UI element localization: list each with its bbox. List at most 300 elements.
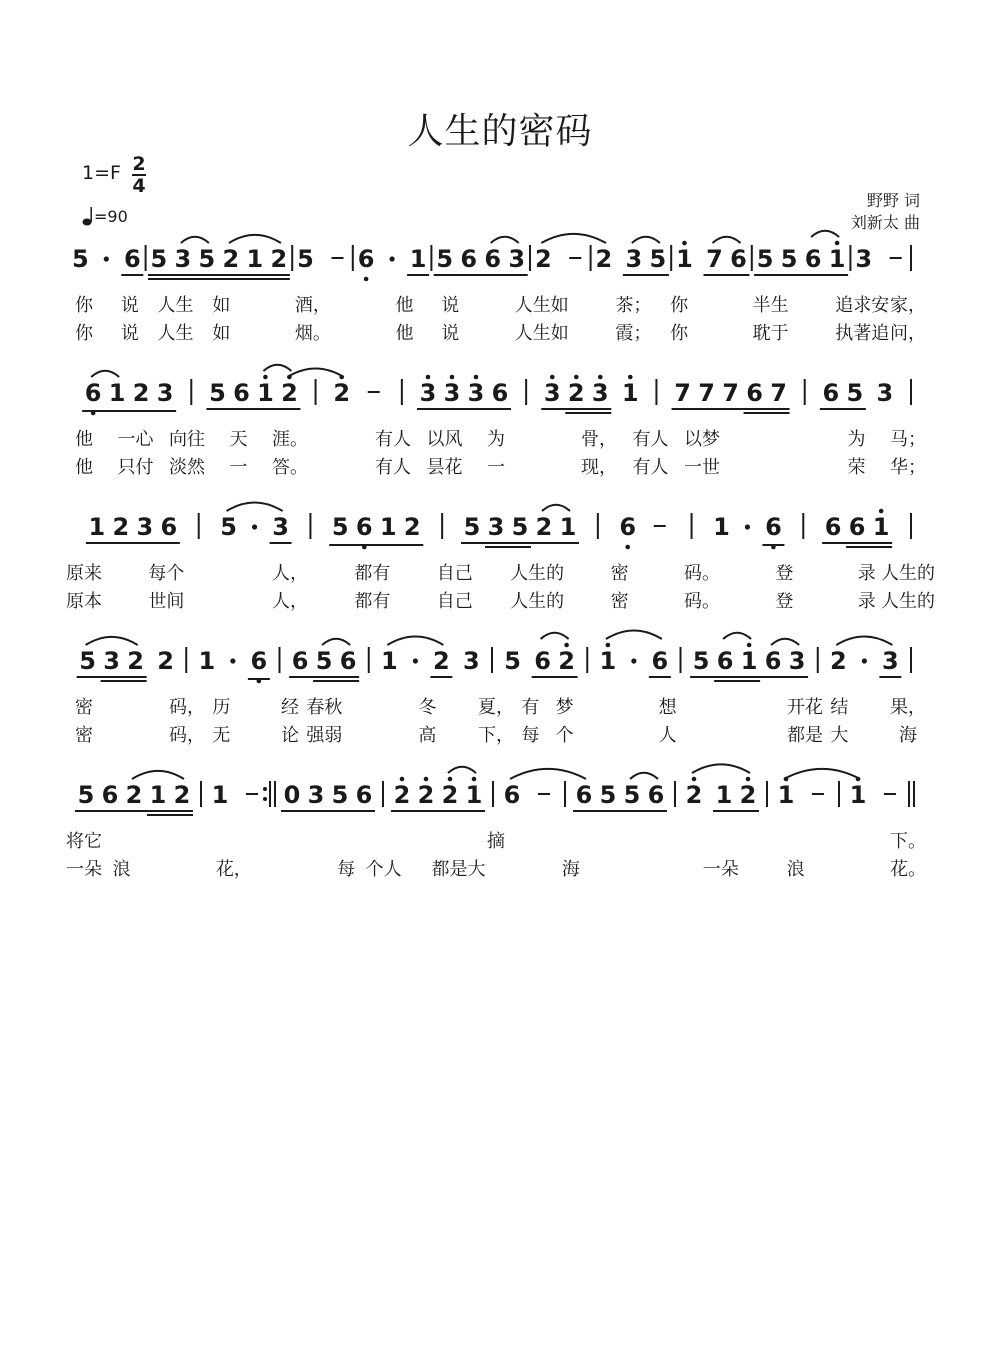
lyric-syllable: 都是大 bbox=[431, 859, 486, 880]
lyric-syllable: 涯。 bbox=[272, 429, 308, 450]
note: 6 bbox=[716, 647, 734, 675]
time-signature-top: 2 bbox=[132, 153, 146, 175]
note: 5 bbox=[623, 781, 641, 809]
note: 6 bbox=[822, 379, 840, 407]
lyric-syllable: 都有 bbox=[354, 591, 391, 612]
note: 5 bbox=[756, 245, 774, 273]
note: 2 bbox=[535, 513, 553, 541]
note: 2 bbox=[739, 781, 757, 809]
lyric-syllable: 说 bbox=[441, 295, 460, 316]
lyric-syllable: 人生 bbox=[157, 295, 194, 316]
note: 2 bbox=[558, 647, 575, 675]
slur bbox=[723, 633, 751, 639]
note: 2 bbox=[270, 245, 288, 273]
note: 1 bbox=[198, 647, 216, 675]
note: 6 bbox=[746, 379, 763, 407]
lyric-syllable: 每 bbox=[521, 725, 540, 746]
key-signature: 1=F bbox=[82, 162, 121, 184]
note: 5 bbox=[209, 379, 226, 407]
note: 2 bbox=[830, 647, 847, 675]
note: 1 bbox=[88, 513, 106, 541]
note: 6 bbox=[575, 781, 593, 809]
lyric-syllable: 自己 bbox=[436, 591, 473, 612]
note: 2 bbox=[595, 245, 613, 273]
lyric-syllable: 人生的 bbox=[881, 563, 935, 584]
lyric-syllable: 梦 bbox=[555, 697, 574, 718]
octave-up-dot bbox=[879, 509, 884, 514]
lyric-syllable: 他 bbox=[75, 457, 93, 478]
lyric-syllable: 一世 bbox=[684, 457, 720, 478]
lyric-syllable: 茶； bbox=[615, 295, 652, 316]
octave-up-dot bbox=[426, 375, 431, 380]
composer-credit: 刘新太 曲 bbox=[850, 213, 920, 232]
note: 5 bbox=[504, 647, 521, 675]
note: 1 bbox=[740, 647, 758, 675]
slur bbox=[263, 365, 291, 371]
lyric-syllable: 他 bbox=[395, 295, 414, 316]
note: 6 bbox=[619, 513, 637, 541]
note: 2 bbox=[393, 781, 411, 809]
octave-down-dot bbox=[364, 277, 369, 282]
lyric-syllable: 经 bbox=[281, 697, 299, 718]
note: 6 bbox=[484, 245, 502, 273]
lyric-syllable: 人 bbox=[658, 725, 677, 746]
lyric-syllable: 一心 bbox=[117, 429, 154, 450]
note: 1 bbox=[379, 513, 397, 541]
octave-up-dot bbox=[450, 375, 455, 380]
note: 3 bbox=[487, 513, 505, 541]
slur bbox=[713, 237, 741, 243]
note: 1 bbox=[409, 245, 427, 273]
octave-up-dot bbox=[835, 241, 840, 246]
notation-system bbox=[72, 231, 926, 344]
note: 6 bbox=[250, 647, 268, 675]
note: 7 bbox=[706, 245, 723, 273]
note: 1 bbox=[715, 781, 733, 809]
note: 6 bbox=[804, 245, 822, 273]
note: 3 bbox=[876, 379, 894, 407]
lyric-syllable: 烟。 bbox=[294, 323, 331, 344]
note: 1 bbox=[599, 647, 617, 675]
lyric-syllable: 浪 bbox=[786, 859, 805, 880]
note: 5 bbox=[331, 781, 349, 809]
augmentation-dot bbox=[104, 256, 109, 261]
lyric-syllable: 下， bbox=[478, 725, 514, 746]
lyric-syllable: 人生的 bbox=[881, 591, 935, 612]
lyric-syllable: 码， bbox=[169, 725, 205, 746]
note: 5 bbox=[315, 647, 333, 675]
note: 3 bbox=[788, 647, 806, 675]
lyric-syllable: 每 bbox=[337, 859, 356, 880]
note: 6 bbox=[460, 245, 478, 273]
lyric-syllable: 你 bbox=[670, 295, 689, 316]
lyric-syllable: 想 bbox=[658, 697, 677, 718]
lyric-syllable: 密 bbox=[75, 725, 93, 746]
lyric-syllable: 都有 bbox=[354, 563, 391, 584]
lyric-syllable: 密 bbox=[75, 697, 93, 718]
note: 6 bbox=[357, 245, 375, 273]
octave-up-dot bbox=[472, 777, 477, 782]
lyric-syllable: 骨， bbox=[581, 429, 617, 450]
note: 1 bbox=[465, 781, 483, 809]
lyric-syllable: 录 bbox=[857, 591, 876, 612]
note: 3 bbox=[419, 379, 437, 407]
lyric-syllable: 有 bbox=[521, 697, 540, 718]
slur bbox=[771, 639, 799, 645]
note: 6 bbox=[355, 513, 373, 541]
note: 6 bbox=[123, 245, 141, 273]
note: 2 bbox=[112, 513, 130, 541]
note: 7 bbox=[722, 379, 739, 407]
lyric-syllable: 人生如 bbox=[514, 295, 569, 316]
lyric-syllable: 人生的 bbox=[510, 591, 565, 612]
lyric-syllable: 华； bbox=[890, 457, 926, 478]
note: 3 bbox=[156, 379, 174, 407]
lyric-syllable: 昙花 bbox=[426, 457, 463, 478]
note: 2 bbox=[567, 379, 585, 407]
lyric-syllable: 他 bbox=[75, 429, 93, 450]
repeat-dot bbox=[263, 787, 267, 791]
note: 6 bbox=[765, 513, 782, 541]
note: 5 bbox=[220, 513, 237, 541]
note: 6 bbox=[651, 647, 669, 675]
note: 6 bbox=[339, 647, 357, 675]
octave-up-dot bbox=[692, 777, 697, 782]
note: 7 bbox=[770, 379, 787, 407]
slur bbox=[542, 505, 570, 511]
lyric-syllable: 原来 bbox=[66, 563, 102, 584]
note: 3 bbox=[272, 513, 289, 541]
slur bbox=[322, 639, 350, 645]
note: 6 bbox=[503, 781, 521, 809]
slur bbox=[132, 771, 184, 779]
tie bbox=[784, 769, 860, 779]
note: 5 bbox=[331, 513, 349, 541]
lyric-syllable: 人， bbox=[272, 591, 308, 612]
lyric-syllable: 果， bbox=[890, 697, 926, 718]
note: 1 bbox=[257, 379, 274, 407]
lyric-syllable: 追求安 bbox=[835, 295, 890, 316]
repeat-dot bbox=[263, 797, 267, 801]
note: 6 bbox=[233, 379, 250, 407]
lyric-syllable: 登 bbox=[775, 591, 794, 612]
lyric-syllable: 密 bbox=[610, 591, 629, 612]
octave-up-dot bbox=[424, 777, 429, 782]
slur bbox=[630, 773, 658, 779]
lyric-syllable: 问， bbox=[890, 323, 926, 344]
octave-up-dot bbox=[606, 643, 611, 648]
slur bbox=[491, 237, 519, 243]
note: 3 bbox=[625, 245, 643, 273]
slur bbox=[606, 631, 662, 639]
lyric-syllable: 无 bbox=[212, 725, 231, 746]
note: 3 bbox=[463, 647, 480, 675]
note: 2 bbox=[333, 379, 351, 407]
slur bbox=[448, 767, 476, 773]
lyric-syllable: 酒， bbox=[294, 295, 331, 316]
octave-up-dot bbox=[747, 643, 752, 648]
lyric-syllable: 世间 bbox=[148, 591, 185, 612]
lyric-syllable: 海 bbox=[899, 725, 917, 746]
lyric-syllable: 个 bbox=[555, 725, 574, 746]
note: 3 bbox=[307, 781, 325, 809]
lyric-syllable: 一 bbox=[229, 457, 248, 478]
note: 5 bbox=[150, 245, 168, 273]
lyric-syllable: 耽于 bbox=[752, 323, 789, 344]
slur bbox=[227, 503, 283, 511]
note: 6 bbox=[730, 245, 747, 273]
note: 3 bbox=[543, 379, 561, 407]
note: 6 bbox=[101, 781, 119, 809]
lyric-syllable: 冬 bbox=[418, 697, 437, 718]
note: 5 bbox=[599, 781, 617, 809]
lyric-syllable: 为 bbox=[487, 429, 505, 450]
lyric-syllable: 你 bbox=[670, 323, 689, 344]
note: 1 bbox=[777, 781, 795, 809]
octave-up-dot bbox=[474, 375, 479, 380]
note: 6 bbox=[84, 379, 102, 407]
note: 5 bbox=[77, 781, 95, 809]
note: 2 bbox=[127, 647, 144, 675]
note: 1 bbox=[621, 379, 639, 407]
lyric-syllable: 如 bbox=[212, 323, 231, 344]
lyric-syllable: 马； bbox=[890, 429, 926, 450]
note: 6 bbox=[534, 647, 551, 675]
note: 3 bbox=[136, 513, 154, 541]
lyric-syllable: 夏， bbox=[478, 697, 514, 718]
lyric-syllable: 自己 bbox=[436, 563, 473, 584]
note: 3 bbox=[174, 245, 192, 273]
lyric-syllable: 个人 bbox=[365, 859, 402, 880]
slur bbox=[541, 633, 569, 639]
lyric-syllable: 人生如 bbox=[514, 323, 569, 344]
lyric-syllable: 荣 bbox=[847, 457, 866, 478]
lyric-syllable: 花， bbox=[215, 859, 252, 880]
note: 2 bbox=[534, 245, 552, 273]
note: 1 bbox=[676, 245, 693, 273]
lyric-syllable: 强弱 bbox=[306, 725, 343, 746]
tie bbox=[541, 234, 606, 243]
lyric-syllable: 海 bbox=[561, 859, 580, 880]
lyric-syllable: 霞； bbox=[615, 323, 652, 344]
note: 2 bbox=[157, 647, 174, 675]
augmentation-dot bbox=[230, 658, 235, 663]
lyric-syllable: 说 bbox=[120, 323, 139, 344]
note: 5 bbox=[436, 245, 454, 273]
note: 7 bbox=[698, 379, 715, 407]
lyric-syllable: 码。 bbox=[684, 591, 720, 612]
lyric-syllable: 人生 bbox=[157, 323, 194, 344]
lyric-syllable: 下。 bbox=[890, 831, 926, 852]
note: 0 bbox=[283, 781, 301, 809]
lyric-syllable: 每个 bbox=[148, 563, 185, 584]
lyric-syllable: 他 bbox=[395, 323, 414, 344]
note: 2 bbox=[685, 781, 703, 809]
note: 2 bbox=[125, 781, 143, 809]
slur bbox=[91, 371, 119, 377]
lyric-syllable: 向往 bbox=[169, 429, 205, 450]
tie bbox=[510, 769, 586, 779]
note: 5 bbox=[463, 513, 481, 541]
lyric-syllable: 现， bbox=[581, 457, 617, 478]
note: 6 bbox=[160, 513, 178, 541]
lyric-syllable: 大 bbox=[830, 725, 849, 746]
slur bbox=[811, 231, 839, 237]
lyric-syllable: 说 bbox=[120, 295, 139, 316]
lyric-syllable: 结 bbox=[830, 697, 849, 718]
augmentation-dot bbox=[631, 658, 636, 663]
lyric-syllable: 你 bbox=[75, 323, 93, 344]
augmentation-dot bbox=[390, 256, 395, 261]
lyric-syllable: 一朵 bbox=[66, 859, 102, 880]
octave-up-dot bbox=[448, 777, 453, 782]
slur bbox=[692, 764, 750, 773]
note: 5 bbox=[198, 245, 216, 273]
augmentation-dot bbox=[862, 658, 867, 663]
note: 1 bbox=[211, 781, 229, 809]
time-signature-bottom: 4 bbox=[132, 175, 146, 197]
song-title: 人生的密码 bbox=[407, 111, 593, 152]
lyric-syllable: 高 bbox=[418, 725, 437, 746]
note: 3 bbox=[855, 245, 873, 273]
slur bbox=[181, 237, 209, 243]
lyric-syllable: 人生的 bbox=[510, 563, 565, 584]
augmentation-dot bbox=[413, 658, 418, 663]
lyric-syllable: 有人 bbox=[632, 457, 669, 478]
slur bbox=[387, 637, 443, 645]
octave-down-dot bbox=[625, 545, 630, 550]
lyric-syllable: 淡然 bbox=[169, 457, 205, 478]
octave-up-dot bbox=[564, 643, 569, 648]
lyric-syllable: 论 bbox=[281, 725, 299, 746]
note: 3 bbox=[103, 647, 120, 675]
note: 1 bbox=[872, 513, 890, 541]
notation-system bbox=[66, 764, 926, 880]
tie bbox=[287, 368, 343, 377]
lyric-syllable: 天 bbox=[229, 429, 248, 450]
lyric-syllable: 人， bbox=[272, 563, 308, 584]
note: 6 bbox=[848, 513, 866, 541]
lyric-syllable: 执著追 bbox=[835, 323, 890, 344]
lyric-syllable: 如 bbox=[212, 295, 231, 316]
lyric-syllable: 一朵 bbox=[702, 859, 739, 880]
note: 2 bbox=[222, 245, 240, 273]
slur bbox=[86, 637, 138, 645]
note: 5 bbox=[511, 513, 529, 541]
lyric-syllable: 浪 bbox=[112, 859, 131, 880]
note: 3 bbox=[591, 379, 609, 407]
note: 5 bbox=[71, 245, 89, 273]
note: 2 bbox=[173, 781, 191, 809]
lyric-syllable: 码， bbox=[169, 697, 205, 718]
octave-up-dot bbox=[682, 241, 687, 246]
note: 1 bbox=[849, 781, 867, 809]
lyric-syllable: 春秋 bbox=[306, 697, 343, 718]
slur bbox=[229, 235, 281, 243]
note: 3 bbox=[467, 379, 485, 407]
note: 5 bbox=[79, 647, 96, 675]
lyric-syllable: 半生 bbox=[752, 295, 789, 316]
slur bbox=[836, 637, 892, 645]
augmentation-dot bbox=[252, 524, 257, 529]
note: 6 bbox=[491, 379, 509, 407]
note: 5 bbox=[846, 379, 864, 407]
note: 2 bbox=[403, 513, 421, 541]
lyric-syllable: 一 bbox=[487, 457, 505, 478]
note: 1 bbox=[713, 513, 730, 541]
note: 6 bbox=[355, 781, 373, 809]
note: 1 bbox=[828, 245, 846, 273]
tempo-value: =90 bbox=[94, 206, 128, 226]
note: 2 bbox=[417, 781, 435, 809]
note: 1 bbox=[559, 513, 577, 541]
octave-up-dot bbox=[400, 777, 405, 782]
note: 3 bbox=[882, 647, 899, 675]
notation-system bbox=[75, 365, 926, 478]
lyric-syllable: 都是 bbox=[787, 725, 823, 746]
lyricist-credit: 野野 词 bbox=[866, 191, 920, 210]
lyric-syllable: 说 bbox=[441, 323, 460, 344]
note: 6 bbox=[764, 647, 782, 675]
lyric-syllable: 原本 bbox=[66, 591, 102, 612]
note: 5 bbox=[649, 245, 667, 273]
note: 6 bbox=[824, 513, 842, 541]
lyric-syllable: 为 bbox=[847, 429, 866, 450]
lyric-syllable: 录 bbox=[857, 563, 876, 584]
octave-up-dot bbox=[263, 375, 268, 380]
note: 3 bbox=[443, 379, 461, 407]
note: 2 bbox=[441, 781, 459, 809]
octave-up-dot bbox=[598, 375, 603, 380]
lyric-syllable: 花。 bbox=[890, 859, 926, 880]
augmentation-dot bbox=[745, 524, 750, 529]
note: 2 bbox=[433, 647, 450, 675]
note: 2 bbox=[281, 379, 298, 407]
lyric-syllable: 有人 bbox=[632, 429, 669, 450]
note: 7 bbox=[674, 379, 691, 407]
note: 1 bbox=[149, 781, 167, 809]
lyric-syllable: 有人 bbox=[375, 429, 411, 450]
note: 1 bbox=[246, 245, 264, 273]
lyric-syllable: 密 bbox=[610, 563, 629, 584]
note: 5 bbox=[692, 647, 710, 675]
lyric-syllable: 答。 bbox=[272, 457, 308, 478]
lyric-syllable: 以梦 bbox=[684, 429, 720, 450]
note: 2 bbox=[132, 379, 150, 407]
lyric-syllable: 摘 bbox=[487, 831, 505, 852]
note: 6 bbox=[291, 647, 309, 675]
lyric-syllable: 将它 bbox=[66, 831, 102, 852]
lyric-syllable: 开花 bbox=[787, 697, 823, 718]
slur bbox=[632, 237, 660, 243]
note: 6 bbox=[647, 781, 665, 809]
note: 1 bbox=[108, 379, 126, 407]
notation-system bbox=[66, 503, 935, 612]
octave-up-dot bbox=[628, 375, 633, 380]
note: 5 bbox=[297, 245, 314, 273]
note: 5 bbox=[780, 245, 798, 273]
octave-up-dot bbox=[746, 777, 751, 782]
lyric-syllable: 以风 bbox=[426, 429, 463, 450]
lyric-syllable: 登 bbox=[775, 563, 794, 584]
lyric-syllable: 历 bbox=[212, 697, 231, 718]
lyric-syllable: 有人 bbox=[375, 457, 411, 478]
octave-up-dot bbox=[550, 375, 555, 380]
notation-system bbox=[75, 631, 926, 746]
note: 1 bbox=[381, 647, 398, 675]
note: 3 bbox=[508, 245, 526, 273]
lyric-syllable: 家， bbox=[890, 295, 926, 316]
